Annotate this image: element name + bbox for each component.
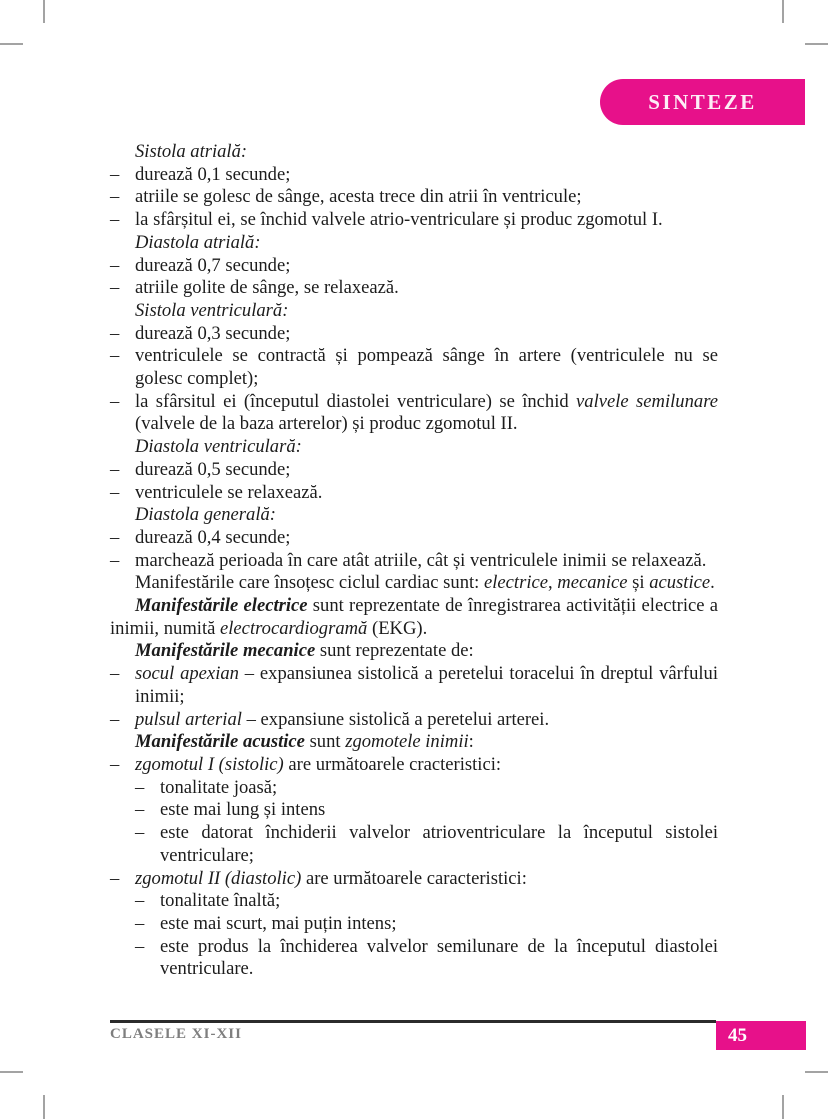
section-heading (110, 232, 718, 255)
text-segment: la sfârsitul ei (începutul diastolei ventriculare) se închid (135, 390, 577, 412)
list-item (110, 255, 718, 278)
text-segment: tonalitate înaltă; (160, 890, 281, 912)
text-segment: . (710, 572, 715, 594)
dash-marker: – (110, 345, 120, 367)
crop-mark-bottom-left-vertical (43, 1095, 45, 1119)
text-segment: – expansiunea sistolică a peretelui toracelui în dreptul vârfului inimii; (135, 663, 718, 707)
section-heading (110, 300, 718, 323)
dash-marker: – (110, 186, 120, 208)
text-segment: ventriculele se relaxează. (135, 481, 323, 503)
text-segment: sunt (304, 731, 346, 753)
list-item (110, 345, 718, 390)
text-segment: are următoarele cracteristici: (283, 753, 502, 775)
text-segment: valvele semilunare (576, 390, 718, 412)
list-item (110, 936, 718, 981)
dash-marker: – (135, 776, 145, 798)
text-segment: socul apexian (135, 663, 239, 685)
text-segment: zgomotul I (sistolic) (135, 753, 284, 775)
dash-marker: – (110, 708, 120, 730)
crop-mark-top-left-vertical (43, 0, 45, 23)
dash-marker: – (110, 163, 120, 185)
list-item (110, 890, 718, 913)
dash-marker: – (135, 935, 145, 957)
text-segment: Diastola ventriculară: (135, 436, 302, 458)
paragraph (110, 731, 718, 754)
list-item (110, 527, 718, 550)
list-item (110, 868, 718, 891)
text-segment: la sfârșitul ei, se închid valvele atrio-ventriculare și produc zgomotul I. (135, 209, 663, 231)
list-item (110, 277, 718, 300)
section-heading (110, 504, 718, 527)
page-number-box (716, 1021, 806, 1050)
text-segment: și (627, 572, 650, 594)
text-segment: Diastola atrială: (135, 231, 261, 253)
text-segment: este mai lung și intens (160, 799, 326, 821)
text-segment: Sistola ventriculară: (135, 299, 289, 321)
section-heading (110, 141, 718, 164)
body-text (110, 141, 718, 981)
list-item (110, 754, 718, 777)
text-segment: sunt reprezentate de înregistrarea activității electrice a inimii, numită (110, 595, 718, 639)
dash-marker: – (110, 753, 120, 775)
list-item (110, 323, 718, 346)
text-segment: Diastola generală: (135, 504, 276, 526)
paragraph (110, 572, 718, 595)
text-segment: este mai scurt, mai puțin intens; (160, 912, 397, 934)
text-segment: durează 0,7 secunde; (135, 254, 291, 276)
text-segment: Manifestările mecanice (135, 640, 316, 662)
list-item (110, 164, 718, 187)
footer-edition-label: CLASELE XI-XII (110, 1026, 242, 1042)
dash-marker: – (110, 867, 120, 889)
text-segment: : (468, 731, 474, 753)
text-segment: durează 0,4 secunde; (135, 526, 291, 548)
dash-marker: – (110, 526, 120, 548)
text-segment: tonalitate joasă; (160, 776, 278, 798)
list-item (110, 709, 718, 732)
list-item (110, 459, 718, 482)
text-segment: marchează perioada în care atât atriile, cât și ventriculele inimii se relaxează. (135, 549, 707, 571)
text-segment: are următoarele caracteristici: (301, 867, 527, 889)
text-segment: (EKG). (367, 617, 428, 639)
section-heading (110, 436, 718, 459)
dash-marker: – (110, 481, 120, 503)
list-item (110, 186, 718, 209)
text-segment: sunt reprezentate de: (315, 640, 474, 662)
footer-rule (110, 1020, 716, 1023)
dash-marker: – (110, 322, 120, 344)
list-item (110, 209, 718, 232)
text-segment: atriile golite de sânge, se relaxează. (135, 277, 399, 299)
list-item (110, 663, 718, 708)
text-segment: acustice (649, 572, 711, 594)
text-segment: electrice (484, 572, 548, 594)
dash-marker: – (110, 549, 120, 571)
text-segment: este produs la închiderea valvelor semilunare de la începutul diastolei ventriculare. (160, 935, 718, 980)
dash-marker: – (110, 277, 120, 299)
list-item (110, 550, 718, 573)
text-segment: zgomotele inimii (345, 731, 469, 753)
text-segment: durează 0,3 secunde; (135, 322, 291, 344)
text-segment: electrocardiogramă (220, 617, 368, 639)
list-item (110, 799, 718, 822)
dash-marker: – (110, 458, 120, 480)
list-item (110, 822, 718, 867)
dash-marker: – (110, 209, 120, 231)
dash-marker: – (110, 663, 120, 685)
dash-marker: – (110, 390, 120, 412)
dash-marker: – (110, 254, 120, 276)
text-segment: atriile se golesc de sânge, acesta trece din atrii în ventricule; (135, 186, 582, 208)
list-item (110, 913, 718, 936)
section-badge-label: SINTEZE (648, 89, 757, 114)
text-segment: Manifestările care însoțesc ciclul cardiac sunt: (135, 572, 484, 594)
crop-mark-top-left-horizontal (0, 43, 23, 45)
text-segment: , (548, 572, 558, 594)
text-segment: mecanice (557, 572, 628, 594)
dash-marker: – (135, 799, 145, 821)
list-item (110, 777, 718, 800)
text-segment: durează 0,1 secunde; (135, 163, 291, 185)
text-segment: zgomotul II (diastolic) (135, 867, 302, 889)
text-segment: Manifestările acustice (135, 731, 305, 753)
text-segment: (valvele de la baza arterelor) și produc zgomotul II. (135, 413, 518, 435)
paragraph (110, 640, 718, 663)
dash-marker: – (135, 912, 145, 934)
dash-marker: – (135, 890, 145, 912)
crop-mark-bottom-right-vertical (782, 1095, 784, 1119)
text-segment: este datorat închiderii valvelor atrioventriculare la începutul sistolei ventriculare; (160, 822, 718, 866)
paragraph (110, 595, 718, 640)
page-number: 45 (728, 1024, 747, 1046)
crop-mark-bottom-right-horizontal (805, 1071, 828, 1073)
dash-marker: – (135, 822, 145, 844)
text-segment: ventriculele se contractă și pompează sânge în artere (ventriculele nu se golesc complet); (135, 345, 718, 390)
list-item (110, 391, 718, 436)
text-segment: – expansiune sistolică a peretelui arterei. (241, 708, 550, 730)
crop-mark-top-right-horizontal (805, 43, 828, 45)
text-segment: pulsul arterial (135, 708, 242, 730)
crop-mark-top-right-vertical (782, 0, 784, 23)
text-segment: durează 0,5 secunde; (135, 458, 291, 480)
section-badge (600, 79, 805, 125)
crop-mark-bottom-left-horizontal (0, 1071, 23, 1073)
text-segment: Manifestările electrice (135, 595, 308, 617)
text-segment: Sistola atrială: (135, 141, 248, 162)
list-item (110, 482, 718, 505)
